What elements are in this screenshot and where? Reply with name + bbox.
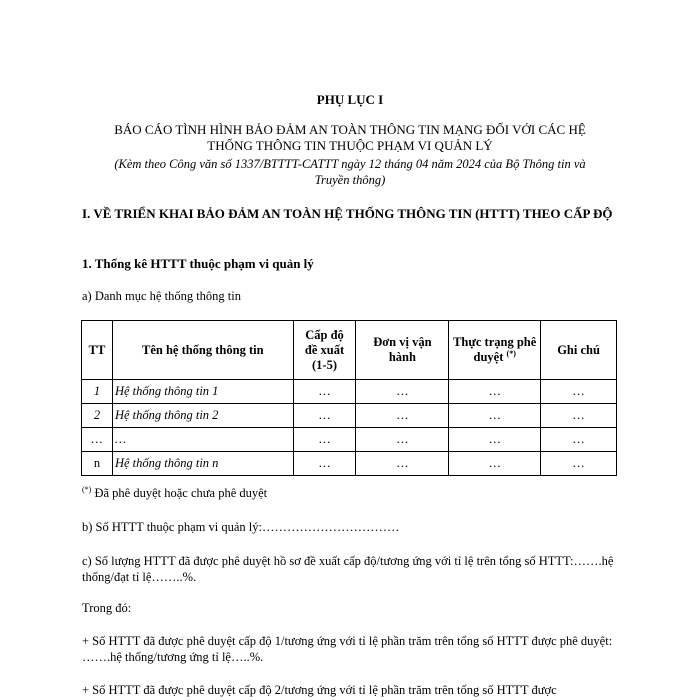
cell-level: …: [293, 380, 356, 404]
header-status-marker: (*): [506, 348, 516, 358]
cell-level: …: [293, 452, 356, 476]
report-subtitle: [60, 156, 640, 188]
cell-level: …: [293, 404, 356, 428]
header-level-line-2: đề xuất: [304, 342, 345, 357]
table-header-row: [82, 321, 617, 380]
header-level: [293, 321, 356, 380]
cell-name: …: [112, 428, 293, 452]
item-a-label: a) Danh mục hệ thống thông tin: [82, 289, 241, 303]
header-unit-line-2: hành: [388, 350, 416, 364]
level-2-bullet: + Số HTTT đã được phê duyệt cấp độ 2/tương ứng với tỉ lệ phần trăm trên tổng số HTTT được: [82, 683, 557, 697]
report-title-line-2: THỐNG THÔNG TIN THUỘC PHẠM VI QUẢN LÝ: [207, 138, 493, 153]
table-row: [82, 452, 617, 476]
header-status-line-1: Thực trạng phê: [453, 335, 537, 349]
item-c-text: c) Số lượng HTTT đã được phê duyệt hồ sơ đề xuất cấp độ/tương ứng với tỉ lệ trên tổng số HTTT:…….hệ thống/đạt tỉ lệ……..%.: [82, 554, 614, 584]
header-unit-line-1: Đơn vị vận: [373, 335, 432, 349]
cell-note: …: [541, 404, 617, 428]
subsection-heading: 1. Thống kê HTTT thuộc phạm vi quản lý: [82, 256, 314, 271]
header-unit: [356, 321, 449, 380]
subtitle-line-1: (Kèm theo Công văn số 1337/BTTTT-CATTT ngày 12 tháng 04 năm 2024 của Bộ Thông tin và: [114, 157, 586, 171]
header-status-line-2: [451, 350, 538, 365]
header-status: [449, 321, 541, 380]
cell-level: …: [293, 428, 356, 452]
cell-unit: …: [356, 380, 449, 404]
header-tt: TT: [82, 321, 113, 380]
table-row: [82, 380, 617, 404]
cell-note: …: [541, 428, 617, 452]
footnote-marker: (*): [82, 484, 92, 494]
cell-tt: …: [82, 428, 113, 452]
item-b-text: b) Số HTTT thuộc phạm vi quản lý:……………………………: [82, 520, 400, 534]
cell-tt: 1: [82, 380, 113, 404]
table-row: [82, 404, 617, 428]
header-level-line-3: (1-5): [312, 357, 337, 372]
header-name: Tên hệ thống thông tin: [112, 321, 293, 380]
footnote-text: Đã phê duyệt hoặc chưa phê duyệt: [91, 486, 268, 500]
in-which-label: Trong đó:: [82, 601, 132, 615]
system-list-table: [81, 320, 617, 476]
cell-status: …: [449, 380, 541, 404]
header-level-line-1: Cấp độ: [305, 327, 344, 342]
table-footnote: [82, 485, 622, 501]
cell-status: …: [449, 452, 541, 476]
header-note: Ghi chú: [541, 321, 617, 380]
cell-status: …: [449, 428, 541, 452]
cell-note: …: [541, 452, 617, 476]
section-heading: I. VỀ TRIỂN KHAI BẢO ĐẢM AN TOÀN HỆ THỐNG THÔNG TIN (HTTT) THEO CẤP ĐỘ: [82, 206, 613, 221]
report-title-line-1: BÁO CÁO TÌNH HÌNH BẢO ĐẢM AN TOÀN THÔNG TIN MẠNG ĐỐI VỚI CÁC HỆ: [114, 122, 586, 137]
cell-name: Hệ thống thông tin n: [112, 452, 293, 476]
table-row: [82, 428, 617, 452]
cell-name: Hệ thống thông tin 2: [112, 404, 293, 428]
level-1-bullet: + Số HTTT đã được phê duyệt cấp độ 1/tương ứng với tỉ lệ phần trăm trên tổng số HTTT được phê duyệt: …….hệ thống/tương ứng tỉ lệ…..%.: [82, 634, 613, 664]
header-status-word: duyệt: [473, 350, 504, 364]
cell-unit: …: [356, 452, 449, 476]
report-title: [60, 122, 640, 154]
cell-unit: …: [356, 404, 449, 428]
cell-name: Hệ thống thông tin 1: [112, 380, 293, 404]
subtitle-line-2: Truyền thông): [314, 173, 386, 187]
cell-unit: …: [356, 428, 449, 452]
cell-status: …: [449, 404, 541, 428]
appendix-title: PHỤ LỤC I: [316, 92, 384, 107]
cell-note: …: [541, 380, 617, 404]
cell-tt: 2: [82, 404, 113, 428]
cell-tt: n: [82, 452, 113, 476]
